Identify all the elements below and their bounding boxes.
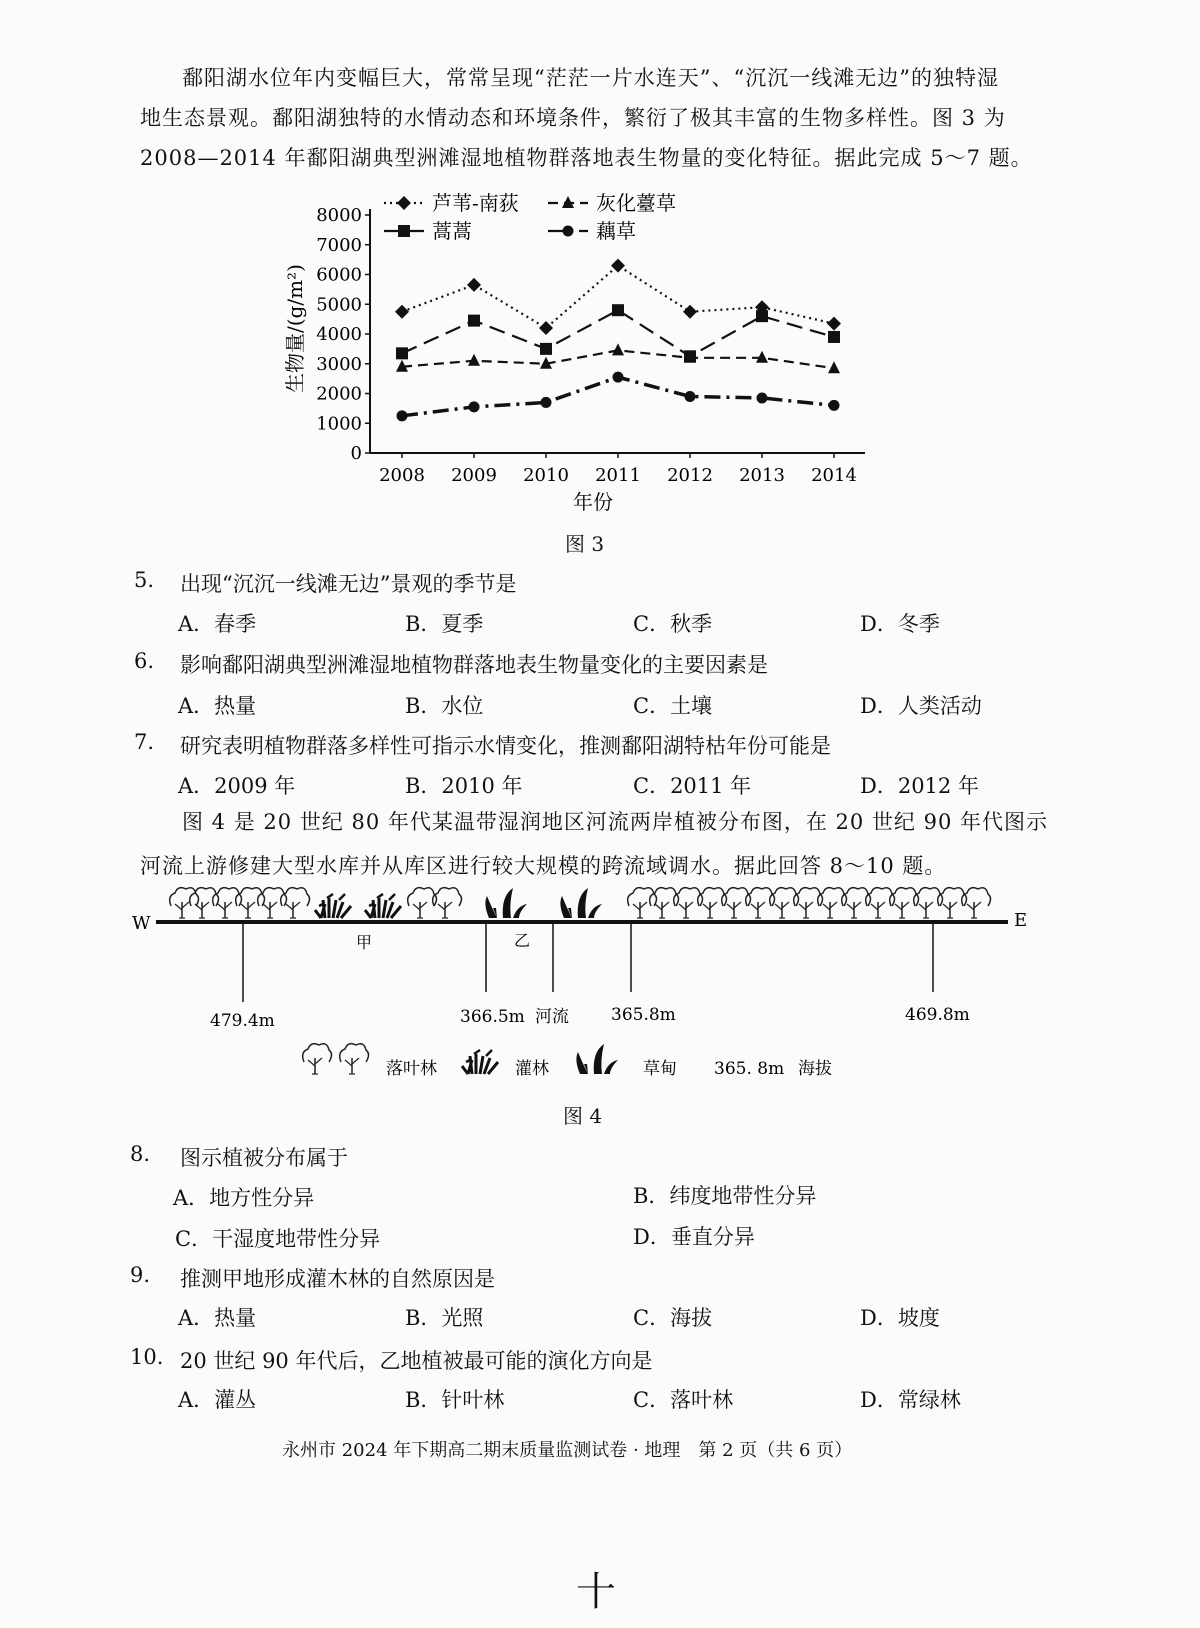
y-tick-label: 4000 [316,324,362,345]
intro-line: 鄱阳湖水位年内变幅巨大，常常呈现“茫茫一片水连天”、“沉沉一线滩无边”的独特湿 [182,66,999,90]
deciduous-forest-west [170,888,310,918]
data-point [685,391,696,402]
data-point [397,410,408,421]
answer-option-b[interactable]: B．针叶林 [405,1388,505,1412]
elevation-label: 365.8m [611,1005,676,1025]
data-point [611,259,625,273]
y-tick-label: 3000 [316,353,362,375]
data-point [828,361,840,373]
series-line [402,377,834,416]
answer-option-c[interactable]: C．土壤 [633,694,713,718]
data-point [396,347,408,359]
series-1 [395,259,841,335]
answer-option-b[interactable]: B．水位 [405,694,484,718]
data-point [563,226,574,237]
river-label: 河流 [535,1007,569,1027]
data-point [829,400,840,411]
series-2 [396,343,840,373]
question-number: 8. [130,1142,151,1166]
biomass-line-chart [270,185,910,525]
legend-meadow: 草甸 [643,1059,677,1079]
y-tick-label: 0 [350,443,362,464]
data-point [828,331,840,343]
question-number: 9. [130,1263,151,1287]
answer-option-d[interactable]: D．2012 年 [860,774,979,798]
data-point [612,304,624,316]
intro-line: 2008—2014 年鄱阳湖典型洲滩湿地植物群落地表生物量的变化特征。据此完成 5～7 题。 [140,146,1033,170]
answer-option-a[interactable]: A．热量 [178,694,257,718]
elevation-label: 366.5m [460,1007,525,1027]
legend-label: 蒿蒿 [432,219,472,243]
question-text: 20 世纪 90 年代后，乙地植被最可能的演化方向是 [180,1349,653,1373]
y-tick-label: 8000 [316,205,362,226]
answer-option-b[interactable]: B．2010 年 [405,774,523,798]
x-tick-label: 2014 [811,465,857,486]
intro-line: 地生态景观。鄱阳湖独特的水情动态和环境条件，繁衍了极其丰富的生物多样性。图 3 为 [140,106,1006,130]
question-number: 7. [134,730,155,754]
question-text: 出现“沉沉一线滩无边”景观的季节是 [180,572,517,596]
answer-option-b[interactable]: B．夏季 [405,612,484,636]
answer-option-d[interactable]: D．垂直分异 [633,1225,755,1249]
question-text: 图示植被分布属于 [180,1146,348,1170]
answer-option-c[interactable]: C．干湿度地带性分异 [175,1227,381,1251]
y-tick-label: 6000 [316,264,362,286]
answer-option-c[interactable]: C．海拔 [633,1306,713,1330]
data-point [467,278,481,292]
page-footer: 永州市 2024 年下期高二期末质量监测试卷 · 地理 第 2 页（共 6 页） [282,1440,853,1461]
legend-label: 灰化薹草 [596,191,676,215]
intro-line: 河流上游修建大型水库并从库区进行较大规模的跨流域调水。据此回答 8～10 题。 [140,854,947,878]
legend-label: 芦苇-南荻 [432,191,519,215]
x-tick-label: 2013 [739,465,785,486]
intro-paragraph-1 [140,58,1070,178]
question-text: 影响鄱阳湖典型洲滩湿地植物群落地表生物量变化的主要因素是 [180,653,768,677]
question-text: 推测甲地形成灌木林的自然原因是 [180,1267,495,1291]
x-tick-label: 2009 [451,465,497,486]
vegetation-profile-diagram [130,880,1050,1100]
answer-option-d[interactable]: D．常绿林 [860,1388,961,1412]
intro-line: 图 4 是 20 世纪 80 年代某温带湿润地区河流两岸植被分布图，在 20 世纪 90 年代图示 [182,810,1048,834]
data-point [468,315,480,327]
yi-label: 乙 [514,931,531,950]
answer-option-a[interactable]: A．灌丛 [178,1388,257,1412]
y-tick-label: 5000 [316,294,362,316]
answer-option-a[interactable]: A．热量 [178,1306,257,1330]
shrub-jia [315,894,401,918]
answer-option-a[interactable]: A．春季 [178,612,257,636]
answer-option-d[interactable]: D．坡度 [860,1306,940,1330]
bottom-crop-mark: 十 [576,1569,616,1615]
question-number: 5. [134,568,155,592]
y-tick-label: 1000 [316,413,362,435]
vegetation-symbols [170,888,991,918]
x-tick-label: 2011 [595,465,641,486]
question-text: 研究表明植物群落多样性可指示水情变化，推测鄱阳湖特枯年份可能是 [180,734,831,758]
legend-shrub: 灌林 [515,1059,549,1079]
question-number: 6. [134,649,155,673]
y-tick-label: 2000 [316,383,362,405]
figure-3-caption: 图 3 [565,532,605,556]
profile-legend [303,1044,832,1079]
data-point [539,321,553,335]
data-point [683,305,697,319]
deciduous-forest-east [628,888,991,918]
data-point [395,305,409,319]
deciduous-forest-mid [408,888,462,918]
data-point [756,310,768,322]
chart-legend [384,191,676,243]
data-point [469,401,480,412]
legend-elevation-label: 海拔 [798,1059,832,1079]
data-point [757,392,768,403]
elevation-label: 479.4m [210,1011,275,1031]
answer-option-a[interactable]: A．2009 年 [178,774,296,798]
legend-elevation-sample: 365. 8m [714,1059,785,1079]
answer-option-d[interactable]: D．冬季 [860,612,940,636]
west-label: W [132,913,151,934]
x-axis-title: 年份 [573,490,613,514]
data-point [540,343,552,355]
legend-deciduous: 落叶林 [386,1059,437,1079]
data-point [613,372,624,383]
data-point [612,343,624,355]
data-point [468,354,480,366]
data-point [684,350,696,362]
figure-4-caption: 图 4 [563,1104,603,1128]
meadow-yi [485,888,602,918]
answer-option-d[interactable]: D．人类活动 [860,694,982,718]
answer-option-b[interactable]: B．光照 [405,1306,484,1330]
x-tick-label: 2012 [667,465,713,486]
y-tick-label: 7000 [316,234,362,256]
intro-paragraph-2 [140,800,1070,888]
series-4 [397,372,840,422]
answer-option-a[interactable]: A．地方性分异 [173,1186,315,1210]
y-axis-title: 生物量/(g/m²) [283,264,307,393]
question-number: 10. [130,1345,164,1369]
data-point [397,196,411,210]
legend-label: 藕草 [596,219,636,243]
answer-option-c[interactable]: C．落叶林 [633,1388,734,1412]
x-tick-label: 2008 [379,465,425,486]
answer-option-c[interactable]: C．2011 年 [633,774,752,798]
elevation-label: 469.8m [905,1005,970,1025]
east-label: E [1014,910,1028,931]
answer-option-b[interactable]: B．纬度地带性分异 [633,1184,817,1208]
jia-label: 甲 [356,933,373,952]
answer-option-c[interactable]: C．秋季 [633,612,713,636]
data-point [398,225,410,237]
data-point [541,397,552,408]
data-point [827,317,841,331]
x-tick-label: 2010 [523,465,569,486]
